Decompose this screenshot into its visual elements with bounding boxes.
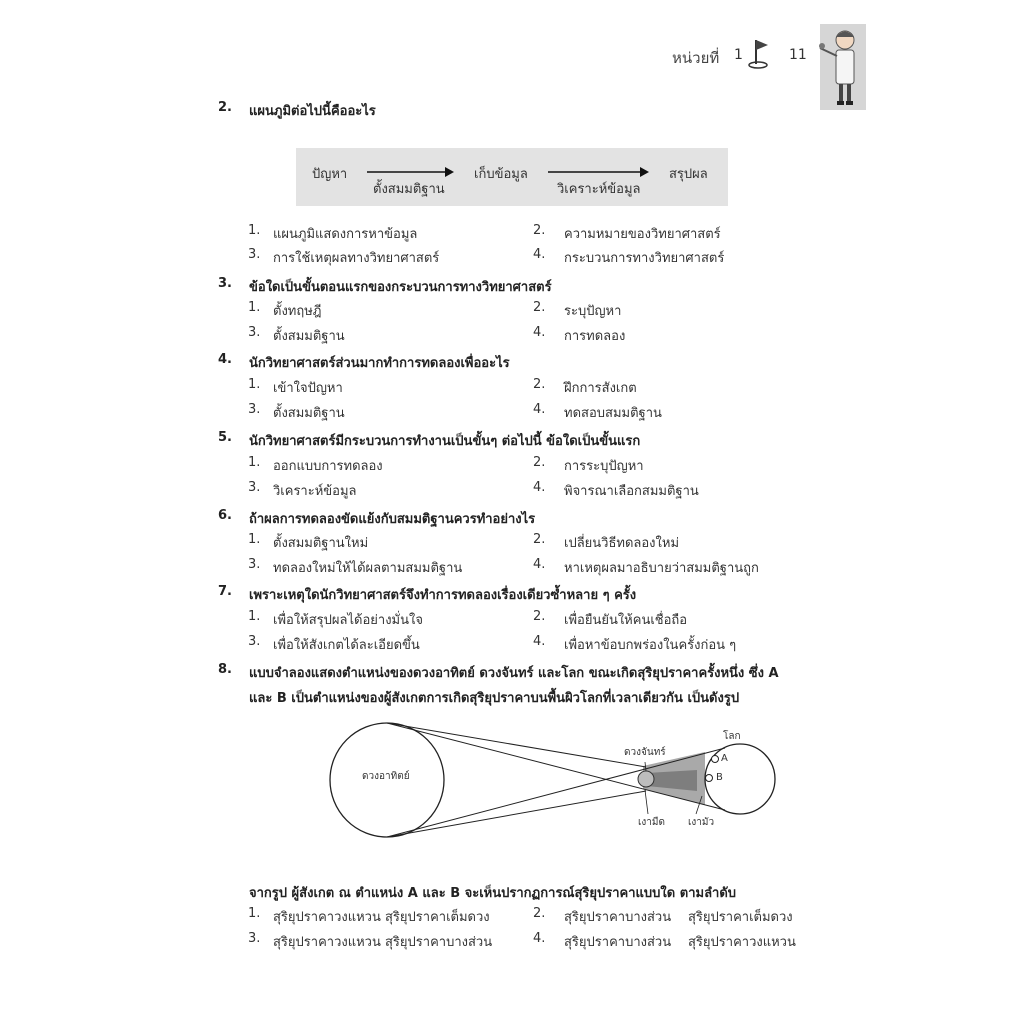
option-number: 3. (248, 931, 261, 946)
option-text: สุริยุปราคาเต็มดวง (688, 910, 793, 925)
option-text: ระบุปัญหา (564, 304, 622, 319)
option-text: กระบวนการทางวิทยาศาสตร์ (564, 251, 725, 266)
question-text: ถ้าผลการทดลองขัดแย้งกับสมมติฐานควรทำอย่างไร (249, 512, 536, 527)
option-text: สุริยุปราคาวงแหวน (688, 935, 796, 950)
flow-analyze: วิเคราะห์ข้อมูล (557, 182, 641, 197)
umbra-label: เงามืด (638, 817, 666, 828)
option-number: 1. (248, 377, 261, 392)
flow-conclude: สรุปผล (669, 167, 708, 182)
option-number: 4. (533, 931, 546, 946)
moon-label: ดวงจันทร์ (624, 747, 666, 758)
question-text: ข้อใดเป็นขั้นตอนแรกของกระบวนการทางวิทยาศาสตร์ (249, 280, 552, 295)
question-number: 2. (218, 100, 232, 115)
question-number: 3. (218, 276, 232, 291)
question-text: เพราะเหตุใดนักวิทยาศาสตร์จึงทำการทดลองเรื่องเดียวซ้ำหลาย ๆ ครั้ง (249, 588, 637, 603)
point-a-label: A (721, 753, 728, 764)
option-text: สุริยุปราคาวงแหวน (273, 935, 381, 950)
point-b-label: B (716, 772, 723, 783)
option-number: 1. (248, 609, 261, 624)
earth-label: โลก (723, 731, 741, 742)
option-number: 4. (533, 325, 546, 340)
option-text: เพื่อหาข้อบกพร่องในครั้งก่อน ๆ (564, 638, 737, 653)
question-number: 5. (218, 430, 232, 445)
option-number: 3. (248, 634, 261, 649)
option-number: 3. (248, 247, 261, 262)
unit-number: 1 (734, 47, 743, 63)
option-text: ตั้งสมมติฐานใหม่ (273, 536, 369, 551)
option-text: เปลี่ยนวิธีทดลองใหม่ (564, 536, 680, 551)
option-number: 2. (533, 609, 546, 624)
question-number: 6. (218, 508, 232, 523)
option-text: ออกแบบการทดลอง (273, 459, 383, 474)
option-text: เพื่อให้สังเกตได้ละเอียดขึ้น (273, 638, 420, 653)
option-number: 2. (533, 906, 546, 921)
option-text: การระบุปัญหา (564, 459, 644, 474)
option-text: หาเหตุผลมาอธิบายว่าสมมติฐานถูก (564, 561, 759, 576)
option-text: ทดสอบสมมติฐาน (564, 406, 662, 421)
option-text: ตั้งสมมติฐาน (273, 406, 345, 421)
option-number: 4. (533, 247, 546, 262)
penumbra-label: เงามัว (688, 817, 715, 828)
option-number: 3. (248, 480, 261, 495)
question-number: 8. (218, 662, 232, 677)
option-number: 1. (248, 223, 261, 238)
option-text: พิจารณาเลือกสมมติฐาน (564, 484, 699, 499)
option-text: ตั้งทฤษฎี (273, 304, 322, 319)
option-text: แผนภูมิแสดงการหาข้อมูล (273, 227, 418, 242)
option-text: วิเคราะห์ข้อมูล (273, 484, 357, 499)
flag-icon (748, 36, 778, 70)
option-number: 1. (248, 300, 261, 315)
point-b-marker (706, 775, 713, 782)
option-number: 2. (533, 455, 546, 470)
question-text-line-1: แบบจำลองแสดงตำแหน่งของดวงอาทิตย์ ดวงจันทร์ และโลก ขณะเกิดสุริยุปราคาครั้งหนึ่ง ซึ่ง A (249, 666, 779, 681)
question-text-line-2: และ B เป็นตำแหน่งของผู้สังเกตการเกิดสุริยุปราคาบนพื้นผิวโลกที่เวลาเดียวกัน เป็นดังรูป (249, 691, 740, 706)
option-text: สุริยุปราคาบางส่วน (385, 935, 493, 950)
option-text: เพื่อยืนยันให้คนเชื่อถือ (564, 613, 688, 628)
option-number: 2. (533, 223, 546, 238)
option-number: 3. (248, 402, 261, 417)
option-number: 1. (248, 532, 261, 547)
option-text: ทดลองใหม่ให้ได้ผลตามสมมติฐาน (273, 561, 463, 576)
point-a-marker (712, 756, 719, 763)
option-number: 2. (533, 532, 546, 547)
arrow-icon (546, 165, 650, 179)
question-text: นักวิทยาศาสตร์ส่วนมากทำการทดลองเพื่ออะไร (249, 356, 510, 371)
unit-label: หน่วยที่ (672, 49, 720, 67)
arrow-icon (365, 165, 455, 179)
option-text: สุริยุปราคาบางส่วน (564, 910, 672, 925)
option-number: 3. (248, 325, 261, 340)
question-number: 4. (218, 352, 232, 367)
question-number: 7. (218, 584, 232, 599)
option-number: 1. (248, 455, 261, 470)
sub-question-text: จากรูป ผู้สังเกต ณ ตำแหน่ง A และ B จะเห็นปรากฏการณ์สุริยุปราคาแบบใด ตามลำดับ (249, 886, 737, 901)
option-text: ตั้งสมมติฐาน (273, 329, 345, 344)
option-number: 4. (533, 634, 546, 649)
sun-label: ดวงอาทิตย์ (362, 771, 410, 782)
option-number: 3. (248, 557, 261, 572)
scientist-mascot-icon (812, 22, 868, 112)
option-number: 4. (533, 480, 546, 495)
option-text: ความหมายของวิทยาศาสตร์ (564, 227, 721, 242)
option-number: 2. (533, 300, 546, 315)
option-text: เข้าใจปัญหา (273, 381, 343, 396)
question-text: นักวิทยาศาสตร์มีกระบวนการทำงานเป็นขั้นๆ ต่อไปนี้ ข้อใดเป็นขั้นแรก (249, 434, 641, 449)
option-number: 4. (533, 557, 546, 572)
option-text: การทดลอง (564, 329, 626, 344)
flow-collect: เก็บข้อมูล (474, 167, 528, 182)
option-text: สุริยุปราคาบางส่วน (564, 935, 672, 950)
page-number: 11 (789, 47, 807, 63)
option-number: 2. (533, 377, 546, 392)
question-text: แผนภูมิต่อไปนี้คืออะไร (249, 104, 376, 119)
option-text: เพื่อให้สรุปผลได้อย่างมั่นใจ (273, 613, 423, 628)
option-text: ฝึกการสังเกต (564, 381, 637, 396)
flow-hypothesis: ตั้งสมมติฐาน (373, 182, 445, 197)
option-number: 4. (533, 402, 546, 417)
flow-problem: ปัญหา (312, 167, 348, 182)
moon-circle (638, 771, 654, 787)
option-text: สุริยุปราคาวงแหวน (273, 910, 381, 925)
option-text: การใช้เหตุผลทางวิทยาศาสตร์ (273, 251, 440, 266)
option-number: 1. (248, 906, 261, 921)
option-text: สุริยุปราคาเต็มดวง (385, 910, 490, 925)
